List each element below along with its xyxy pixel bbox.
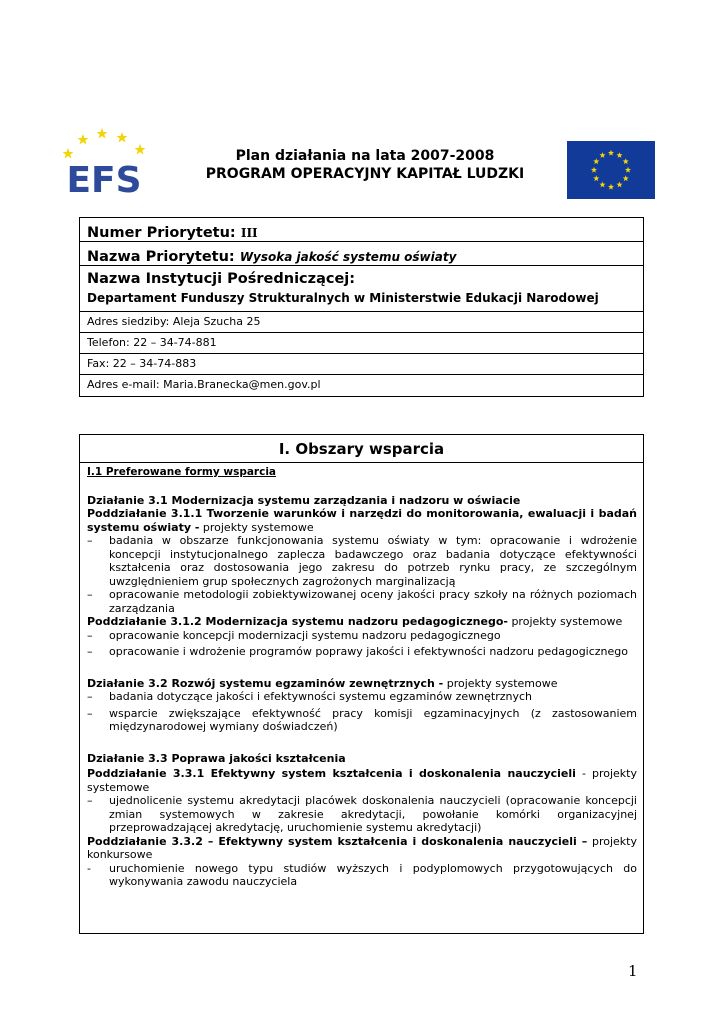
list-item: - uruchomienie nowego typu studiów wyższych i podyplomowych przygotowujących do wykonywania zawodu nauczyciela [87, 861, 637, 888]
priority-name-label: Nazwa Priorytetu: [87, 249, 235, 265]
list-item: – ujednolicenie systemu akredytacji placówek doskonalenia nauczycieli (opracowanie koncepcji zmian systemowych w zakresie akredytacji, powołanie komórki organizacyjnej przeprowadzającej akredytację, uruchomienie systemu akredytacji) [87, 794, 637, 834]
subaction-3-1-1 [87, 507, 637, 534]
title-line-1: Plan działania na lata 2007-2008 [235, 148, 495, 164]
document-title [160, 147, 570, 183]
logo-text: EFS [66, 160, 142, 196]
action-3-1-title: Działanie 3.1 Modernizacja systemu zarządzania i nadzoru w oświacie [87, 493, 521, 507]
page-number: 1 [628, 962, 638, 980]
institution-value: Departament Funduszy Strukturalnych w Ministerstwie Edukacji Narodowej [87, 291, 599, 305]
subaction-3-3-1-type: - projekty systemowe [87, 767, 637, 794]
logo-stars-icon [63, 128, 146, 159]
subaction-3-1-2-list [87, 629, 637, 659]
title-line-2: PROGRAM OPERACYJNY KAPITAŁ LUDZKI [205, 166, 525, 182]
subaction-3-3-2 [87, 835, 637, 862]
efs-logo [56, 126, 152, 196]
subaction-3-1-2-title: Poddziałanie 3.1.2 Modernizacja systemu nadzoru pedagogicznego- [87, 615, 508, 628]
list-item: – badania dotyczące jakości i efektywności systemu egzaminów zewnętrznych [87, 690, 532, 703]
support-areas-section [79, 434, 644, 934]
action-3-2-type: projekty systemowe [443, 676, 558, 690]
action-3-2-list [87, 690, 637, 734]
subaction-3-1-2 [87, 615, 637, 629]
list-item: – opracowanie metodologii zobiektywizowanej oceny jakości pracy szkoły na różnych poziomach zarządzania [87, 588, 637, 615]
action-3-3-title: Działanie 3.3 Poprawa jakości kształcenia [87, 751, 346, 765]
section-heading: I. Obszary wsparcia [80, 435, 643, 463]
priority-number-value: III [240, 226, 258, 240]
list-item: – badania w obszarze funkcjonowania systemu oświaty w tym: opracowanie i wdrożenie koncepcji instytucjonalnego zaplecza badawczego oraz badania dotyczące efektywności kształcenia oraz dostosowania jego zakresu do potrzeb rynku pracy, ze szczególnym uwzględnieniem grup społecznych zagrożonych marginalizacją [87, 534, 637, 588]
list-item: – wsparcie zwiększające efektywność pracy komisji egzaminacyjnych (z zastosowaniem międzynarodowej wymiany doświadczeń) [87, 706, 637, 733]
list-item: – opracowanie koncepcji modernizacji systemu nadzoru pedagogicznego [87, 628, 501, 642]
priority-name-row [80, 242, 643, 266]
priority-number-row [80, 218, 643, 242]
action-3-2-title: Działanie 3.2 Rozwój systemu egzaminów zewnętrznych - [87, 676, 444, 690]
subaction-3-3-2-title: Poddziałanie 3.3.2 – Efektywny system kształcenia i doskonalenia nauczycieli – [87, 834, 588, 848]
priority-name-value: Wysoka jakość systemu oświaty [239, 250, 457, 264]
institution-label: Nazwa Instytucji Pośredniczącej: [87, 271, 356, 287]
address-row: Adres siedziby: Aleja Szucha 25 [80, 312, 643, 333]
priority-number-label: Numer Priorytetu: [87, 225, 236, 241]
subaction-3-3-1 [87, 767, 637, 794]
subaction-3-1-1-type: projekty systemowe [199, 520, 314, 534]
subaction-3-3-1-title: Poddziałanie 3.3.1 Efektywny system kształcenia i doskonalenia nauczycieli [87, 767, 576, 780]
subaction-3-3-1-list [87, 794, 637, 835]
subaction-3-1-2-type: projekty systemowe [507, 615, 623, 628]
subaction-3-3-2-type: projekty konkursowe [87, 834, 637, 861]
action-3-2 [87, 677, 637, 691]
institution-row [80, 266, 643, 312]
fax-row: Fax: 22 – 34-74-883 [80, 354, 643, 375]
subaction-3-3-2-list [87, 862, 637, 889]
subaction-3-1-1-list [87, 534, 637, 615]
section-subheading: I.1 Preferowane formy wsparcia [87, 466, 277, 478]
eu-flag-icon [567, 141, 655, 199]
priority-info-table [79, 217, 644, 397]
email-row: Adres e-mail: Maria.Branecka@men.gov.pl [87, 378, 321, 391]
list-item: – opracowanie i wdrożenie programów poprawy jakości i efektywności nadzoru pedagogicznego [87, 645, 629, 658]
phone-row: Telefon: 22 – 34-74-881 [80, 333, 643, 354]
subaction-3-1-1-title: Poddziałanie 3.1.1 Tworzenie warunków i narzędzi do monitorowania, ewaluacji i badań systemu oświaty - [87, 507, 637, 534]
